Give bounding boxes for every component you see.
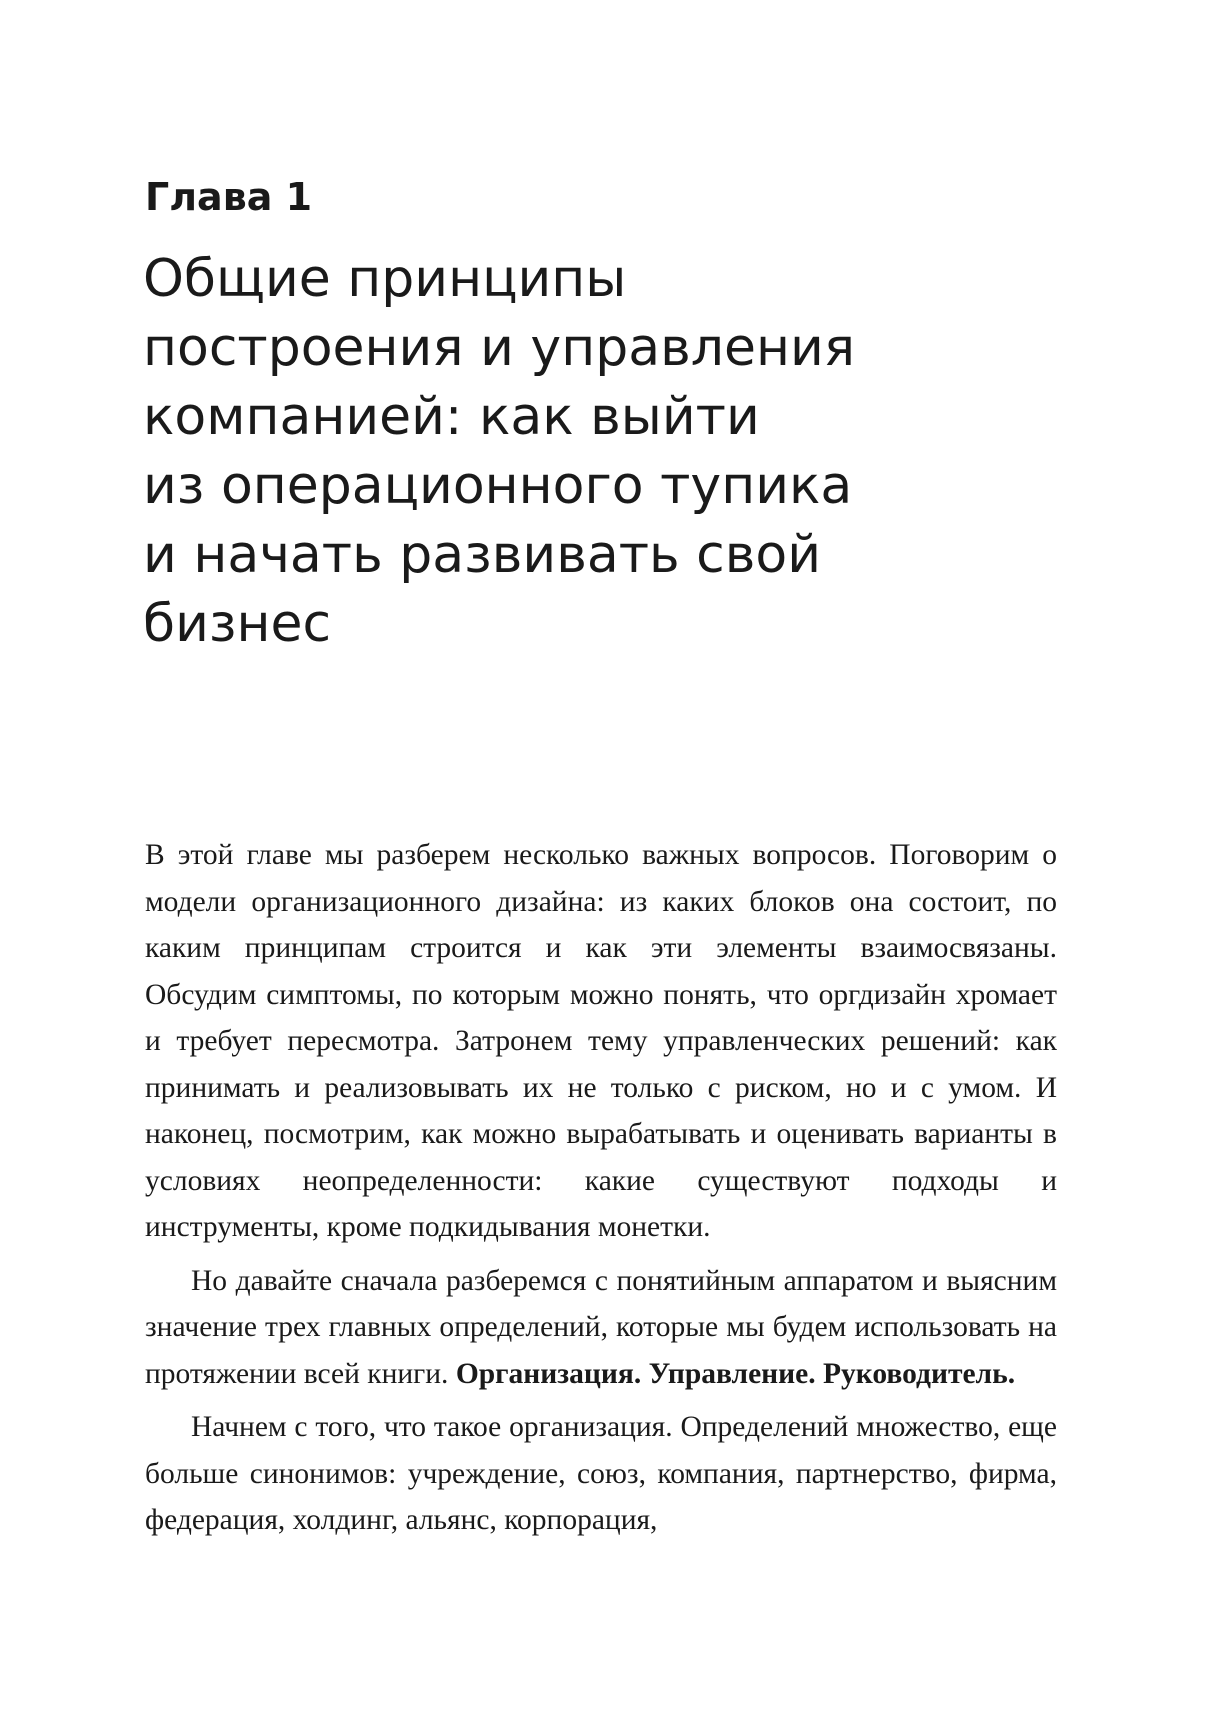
chapter-label: Глава 1 bbox=[145, 175, 313, 219]
chapter-title-line: бизнес bbox=[143, 594, 332, 654]
key-terms: Организация. Управление. Руководитель. bbox=[455, 1357, 1016, 1390]
chapter-title-line: построения и управления bbox=[143, 318, 856, 378]
paragraph-definitions-text: Но давайте сначала разберемся с понятийным аппаратом и выясним значение трех главных определений, которые мы будем использовать на протяжении всей книги. bbox=[145, 1264, 1057, 1390]
chapter-title bbox=[143, 245, 1103, 659]
paragraph-organization: Начнем с того, что такое организация. Определений множество, еще больше синонимов: учреждение, союз, компания, партнерство, фирма, федерация, холдинг, альянс, корпорация, bbox=[145, 1411, 1057, 1536]
paragraph-intro: В этой главе мы разберем несколько важных вопросов. Поговорим о модели организационного дизайна: из каких блоков она состоит, по каким принципам строится и как эти элементы взаимосвязаны. Обсудим симптомы, по которым можно понять, что оргдизайн хромает и требует пересмотра. Затронем тему управленческих решений: как принимать и реализовывать их не только с риском, но и с умом. И наконец, посмотрим, как можно вырабатывать и оценивать варианты в условиях неопределенности: какие существуют подходы и инструменты, кроме подкидывания монетки. bbox=[145, 839, 1057, 1243]
chapter-title-line: и начать развивать свой bbox=[143, 525, 822, 585]
chapter-title-line: Общие принципы bbox=[143, 249, 627, 309]
paragraph-definitions bbox=[145, 1258, 1057, 1398]
chapter-title-line: компанией: как выйти bbox=[143, 387, 760, 447]
chapter-title-line: из операционного тупика bbox=[143, 456, 853, 516]
body-text bbox=[145, 832, 1057, 1551]
